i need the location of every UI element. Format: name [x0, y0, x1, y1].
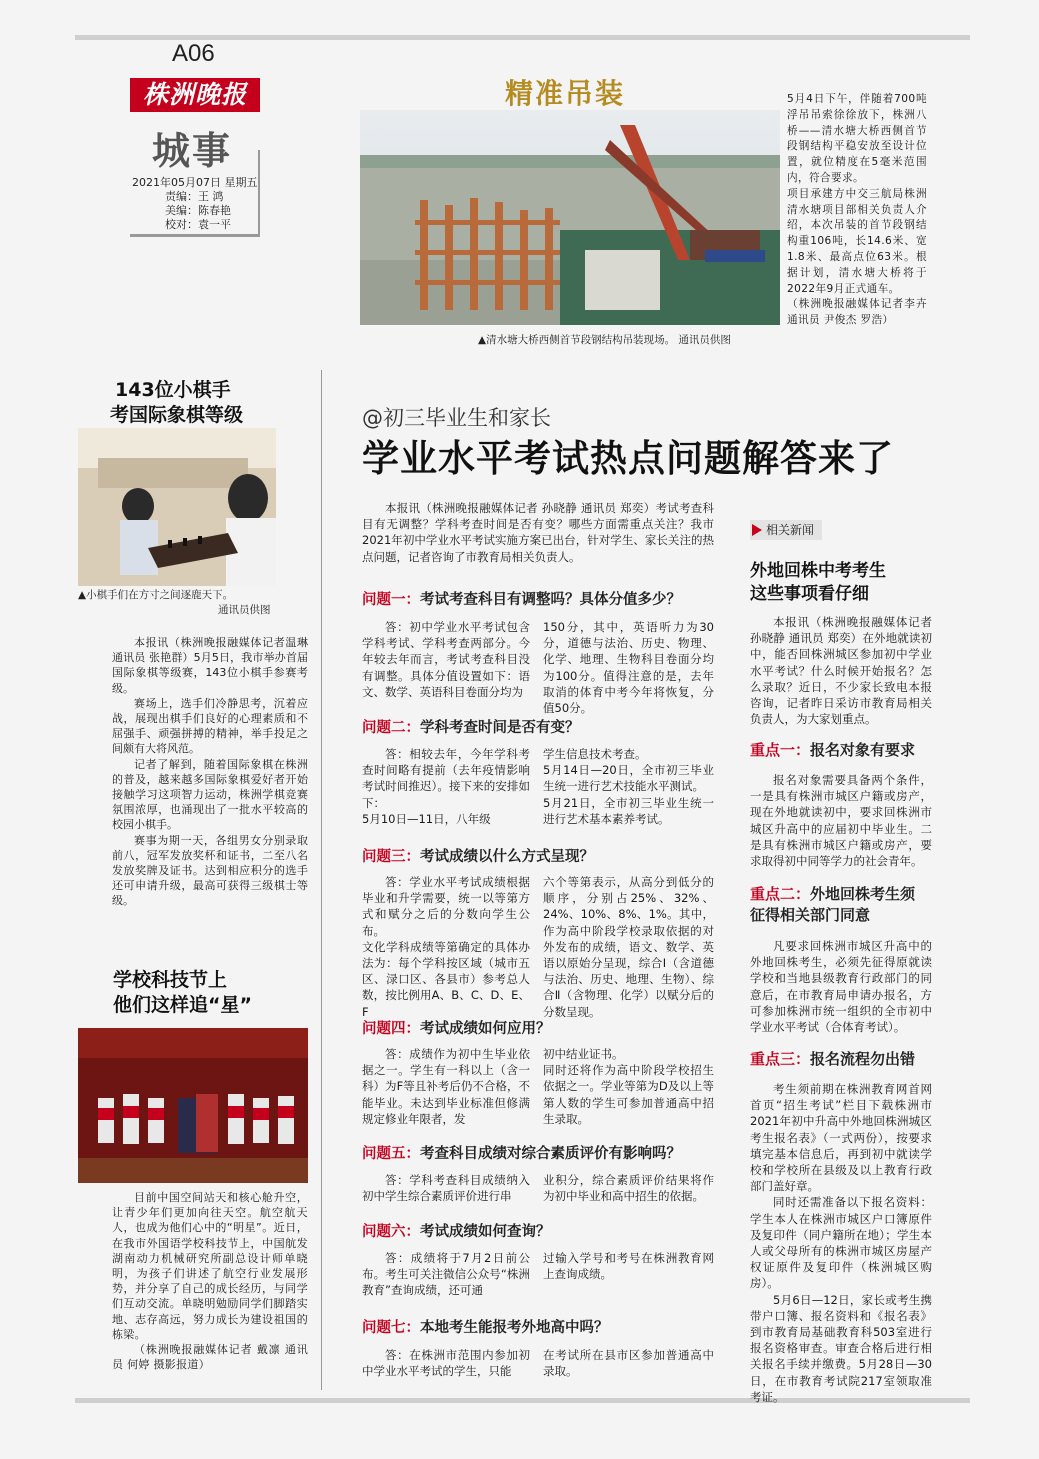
answer-5-col2: 业积分，综合素质评价结果将作为初中毕业和高中招生的依据。 [543, 1173, 714, 1204]
key-point-3-text: 报名流程勿出错 [810, 1050, 916, 1068]
editor-line: 责编：王 鸿 [165, 190, 224, 203]
designer-line: 美编：陈春艳 [165, 204, 231, 217]
related-title2: 这些事项看仔细 [750, 584, 869, 604]
answer-4-col1: 答：成绩作为初中生毕业依据之一。学生有一科以上（含一科）为F等且补考后仍不合格，不能毕业。未达到毕业标准但修满规定修业年限者，发 [362, 1047, 530, 1126]
key-point-1-body: 报名对象需要具备两个条件，一是具有株洲市城区户籍或房产，现在外地就读初中，要求回株洲市城区升高中的应届初中毕业生。二是具有株洲市城区户籍或房产，要求取得初中同等学力的社会青年。 [750, 773, 932, 869]
left-story1-para2: 赛场上，选手们冷静思考，沉着应战，展现出棋手们良好的心理素质和不屈强手、顽强拼搏的精神，举手投足之间颇有大将风范。 [112, 696, 308, 756]
question-6-label: 问题六： [362, 1224, 420, 1240]
question-1-text: 考试考查科目有调整吗？具体分值多少？ [420, 592, 681, 608]
key-point-1-text: 报名对象有要求 [810, 741, 916, 759]
answer-2-col1: 答：相较去年，今年学科考查时间略有提前（去年疫情影响考试时间推迟）。接下来的安排如下： 5月10日—11日，八年级 [362, 747, 530, 826]
related-title1: 外地回株中考考生 [750, 561, 886, 581]
question-4 [362, 1017, 714, 1038]
key-point-2-body: 凡要求回株洲市城区升高中的外地回株考生，必须先征得原就读学校和当地县级教育行政部门的同意后，在市教育局申请办报名，方可参加株洲市统一组织的全市初中学业水平考试（合体育考试）。 [750, 939, 932, 1035]
section-title: 城事 [152, 128, 233, 173]
question-3 [362, 845, 714, 866]
question-7 [362, 1316, 714, 1337]
answer-1-col2: 150分，其中，英语听力为30分，道德与法治、历史、物理、化学、地理、生物科目卷面分均为100分。值得注意的是，去年取消的体育中考今年将恢复，分值50分。 [543, 620, 714, 716]
answer-6-col1: 答：成绩将于7月2日前公布。考生可关注微信公众号“株洲教育”查询成绩，还可通 [362, 1251, 530, 1298]
key-point-3-para1: 考生须前期在株洲教育网首网首页“招生考试”栏目下载株洲市2021年初中升高中外地回株洲城区考生报名表》（一式两份），按要求填完基本信息后，再到初中就读学校和学校所在县级及以上教育行政部门盖好章。 [750, 1082, 932, 1194]
question-5-label: 问题五： [362, 1146, 420, 1162]
key-point-2 [750, 884, 935, 926]
answer-2-col2: 学生信息技术考查。 5月14日—20日，全市初三毕业生统一进行艺术技能水平测试。 5月21日，全市初三毕业生统一进行艺术基本素养考试。 [543, 747, 714, 826]
key-point-1-label: 重点一： [750, 741, 811, 759]
left-story1-caption1: ▲小棋手们在方寸之间逐鹿天下。 [78, 589, 234, 601]
answer-7-col2: 在考试所在县市区参加普通高中录取。 [543, 1348, 714, 1379]
question-4-label: 问题四： [362, 1021, 420, 1037]
top-story-title: 精准吊装 [505, 77, 626, 110]
paper-name: 株洲晚报 [142, 80, 247, 109]
left-story2-para1: 目前中国空间站天和核心舱升空，让青少年们更加向往天空。航空航天人，也成为他们心中的“明星”。近日，在我市外国语学校科技节上，中国航发湖南动力机械研究所副总设计师单晓明，为孩子们讲述了航空行业发展形势，并分享了自己的成长经历，与同学们互动交流。单晓明勉励同学们脚踏实地、志存高远，努力成长为建设祖国的栋梁。 [112, 1191, 308, 1341]
question-3-label: 问题三： [362, 849, 420, 865]
main-kicker: @初三毕业生和家长 [362, 406, 551, 430]
question-6 [362, 1220, 714, 1241]
stage-photo [78, 1028, 308, 1183]
left-story1-caption2: 通讯员供图 [218, 604, 271, 616]
answer-5-col1: 答：学科考查科目成绩纳入初中学生综合素质评价进行串 [362, 1173, 530, 1204]
key-point-3-para2: 同时还需准备以下报名资料：学生本人在株洲市城区户口簿原件及复印件（同户籍所在地）；学生本人或父母所有的株洲市城区房屋产权证原件及复印件（株洲城区购房）。 [750, 1195, 932, 1291]
related-tag-marker [752, 524, 762, 536]
masthead-rule-v [258, 150, 260, 236]
question-5 [362, 1142, 714, 1163]
question-2-text: 学科考查时间是否有变？ [420, 720, 580, 736]
bridge-photo [360, 110, 780, 325]
answer-7-col1: 答：在株洲市范围内参加初中学业水平考试的学生，只能 [362, 1348, 530, 1379]
masthead-rule [130, 234, 260, 237]
key-point-2-text2: 征得相关部门同意 [750, 906, 871, 924]
top-story-text: 5月4日下午，伴随着700吨浮吊吊索徐徐放下，株洲八桥——清水塘大桥西侧首节段钢结构平稳安放至设计位置，就位精度在5毫米范围内，符合要求。 项目承建方中交三航局株洲清水塘项目部相关负责人介绍，本次吊装的首节段钢结构重106吨，长14.6米、宽1.8米、最高点位63米。根据计划，清水塘大桥将于2022年9月正式通车。 （株洲晚报融媒体记者李卉 通讯员 尹俊杰 罗浩） [787, 93, 927, 327]
left-story1-para3: 记者了解到，随着国际象棋在株洲的普及，越来越多国际象棋爱好者开始接触学习这项智力运动，株洲学棋竞赛氛围浓厚，也涌现出了一批水平较高的校园小棋手。 [112, 757, 308, 832]
proofreader-line: 校对：袁一平 [165, 218, 231, 231]
paper-logo [130, 78, 260, 112]
left-story1-title1: 143位小棋手 [115, 379, 231, 401]
question-5-text: 考查科目成绩对综合素质评价有影响吗？ [420, 1146, 681, 1162]
main-headline: 学业水平考试热点问题解答来了 [362, 437, 894, 480]
left-story2-title1: 学校科技节上 [113, 969, 228, 991]
left-story1-body [112, 635, 308, 909]
key-point-3-para3: 5月6日—12日，家长或考生携带户口簿、报名资料和《报名表》到市教育局基础教育科503室进行报名资格审查。审查合格后进行相关报名手续并缴费。5月28日—30日，在市教育考试院217室领取准考证。 [750, 1292, 932, 1404]
related-lead: 本报讯（株洲晚报融媒体记者孙晓静 通讯员 郑奕）在外地就读初中，能否回株洲城区参加初中学业水平考试？什么时候开始报名？怎么录取？近日，不少家长致电本报咨询，记者昨日采访市教育局相关负责人，为大家划重点。 [750, 615, 932, 727]
main-lead: 本报讯（株洲晚报融媒体记者 孙晓静 通讯员 郑奕）考试考查科目有无调整？学科考查时间是否有变？哪些方面需重点关注？我市2021年初中学业水平考试实施方案已出台，针对学生、家长关注的热点问题，记者咨询了市教育局相关负责人。 [362, 501, 714, 564]
answer-4-col2: 初中结业证书。 同时还将作为高中阶段学校招生依据之一。学业等第为D及以上等第人数的学生可参加普通高中招生录取。 [543, 1047, 714, 1126]
question-1 [362, 588, 714, 609]
key-point-3-body [750, 1081, 932, 1405]
question-1-label: 问题一： [362, 592, 420, 608]
question-3-text: 考试成绩以什么方式呈现？ [420, 849, 594, 865]
question-4-text: 考试成绩如何应用？ [420, 1021, 551, 1037]
question-7-text: 本地考生能报考外地高中吗？ [420, 1320, 609, 1336]
key-point-1 [750, 739, 915, 760]
key-point-3-label: 重点三： [750, 1050, 811, 1068]
left-story2-para2: （株洲晚报融媒体记者 戴凛 通讯员 何婷 摄影报道） [112, 1343, 308, 1372]
left-story1-para4: 赛事为期一天，各组男女分别录取前八，冠军发放奖杯和证书，二至八名发放奖牌及证书。达到相应积分的选手还可申请升级，最高可获得三级棋士等级。 [112, 833, 308, 908]
question-6-text: 考试成绩如何查询？ [420, 1224, 551, 1240]
related-tag-label: 相关新闻 [766, 523, 815, 537]
left-story1-para1: 本报讯（株洲晚报融媒体记者温琳 通讯员 张艳群）5月5日，我市举办首届国际象棋等级赛，143位小棋手参赛考级。 [112, 636, 308, 695]
question-7-label: 问题七： [362, 1320, 420, 1336]
chess-photo [78, 428, 276, 586]
key-point-3 [750, 1048, 915, 1069]
key-point-2-label: 重点二： [750, 885, 811, 903]
related-tag [750, 520, 822, 540]
left-story2-title2: 他们这样追“星” [113, 994, 252, 1016]
left-story1-title2: 考国际象棋等级 [110, 404, 244, 426]
column-divider [321, 370, 322, 1390]
key-point-2-text1: 外地回株考生须 [810, 885, 916, 903]
answer-1-col1: 答：初中学业水平考试包含学科考试、学科考查两部分。今年较去年而言，考试考查科目没有调整。具体分值设置如下：语文、数学、英语科目卷面分均为 [362, 620, 530, 699]
answer-3-col2: 六个等第表示，从高分到低分的顺序，分别占25%、32%、24%、10%、8%、1%。其中，作为高中阶段学校录取依据的对外发布的成绩，语文、数学、英语以原始分呈现，综合Ⅰ（含道德与法治、历史、地理、生物）、综合Ⅱ（含物理、化学）以赋分后的分数呈现。 [543, 875, 714, 1019]
answer-3-col1: 答：学业水平考试成绩根据毕业和升学需要，统一以等第方式和赋分之后的分数向学生公布。 文化学科成绩等第确定的具体办法为：每个学科按区域（城市五区、渌口区、各县市）参考总人数，按比例用A、B、C、D、E、F [362, 875, 530, 1019]
question-2-label: 问题二： [362, 720, 420, 736]
answer-6-col2: 过输入学号和考号在株洲教育网上查询成绩。 [543, 1251, 714, 1282]
page-number: A06 [172, 40, 215, 67]
date-line: 2021年05月07日 星期五 [132, 176, 258, 189]
left-story2-body [112, 1190, 308, 1372]
question-2 [362, 716, 714, 737]
top-story-caption: ▲清水塘大桥西侧首节段钢结构吊装现场。 通讯员供图 [478, 334, 731, 346]
